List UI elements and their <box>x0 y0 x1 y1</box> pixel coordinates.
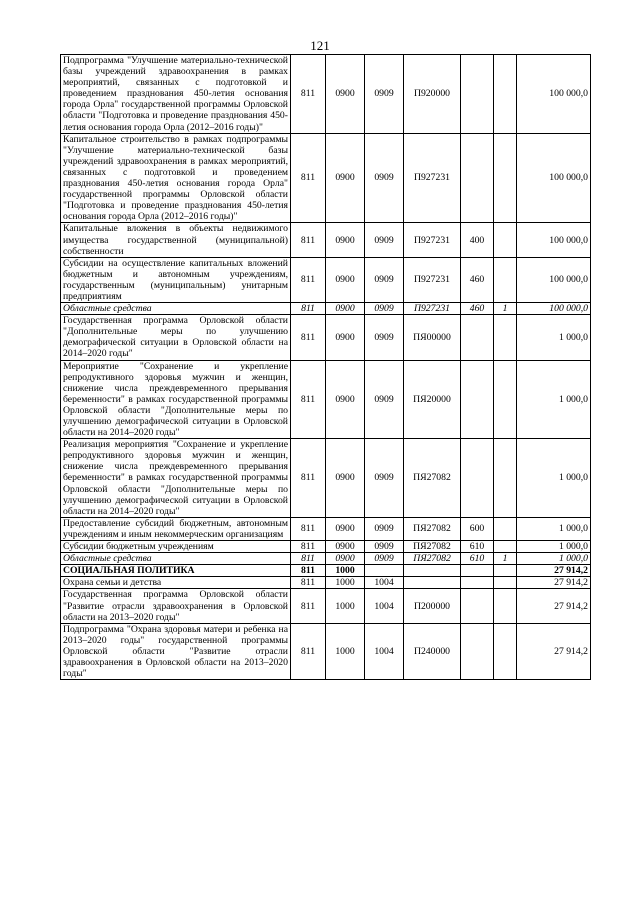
section-code: 1000 <box>326 623 365 679</box>
section-code: 0900 <box>326 360 365 439</box>
amount: 100 000,0 <box>517 133 591 223</box>
expense-type-code: 460 <box>461 257 494 302</box>
expense-type-code <box>461 623 494 679</box>
funding-source-code <box>494 565 517 577</box>
subsection-code: 0909 <box>365 541 404 553</box>
subsection-code: 0909 <box>365 223 404 257</box>
table-row <box>61 541 591 553</box>
amount: 27 914,2 <box>517 589 591 623</box>
ministry-code: 811 <box>291 439 326 518</box>
expense-type-code: 610 <box>461 553 494 565</box>
expense-type-code: 400 <box>461 223 494 257</box>
table-row <box>61 360 591 439</box>
section-code: 0900 <box>326 315 365 360</box>
subsection-code: 1004 <box>365 623 404 679</box>
funding-source-code <box>494 133 517 223</box>
ministry-code: 811 <box>291 303 326 315</box>
target-article-code: П927231 <box>404 133 461 223</box>
subsection-code: 0909 <box>365 315 404 360</box>
page-number: 121 <box>310 38 330 53</box>
funding-source-code <box>494 541 517 553</box>
amount: 100 000,0 <box>517 257 591 302</box>
amount: 100 000,0 <box>517 55 591 134</box>
funding-source-code: 1 <box>494 553 517 565</box>
amount: 27 914,2 <box>517 577 591 589</box>
target-article-code: П927231 <box>404 303 461 315</box>
funding-source-code: 1 <box>494 303 517 315</box>
funding-source-code <box>494 623 517 679</box>
subsection-code: 0909 <box>365 257 404 302</box>
section-code: 0900 <box>326 55 365 134</box>
ministry-code: 811 <box>291 360 326 439</box>
amount: 100 000,0 <box>517 303 591 315</box>
table-row <box>61 577 591 589</box>
ministry-code: 811 <box>291 223 326 257</box>
funding-source-code <box>494 439 517 518</box>
ministry-code: 811 <box>291 257 326 302</box>
target-article-code <box>404 577 461 589</box>
row-name: Мероприятие "Сохранение и укрепление репродуктивного здоровья мужчин и женщин, снижение числа преждевременного прерывания беременности" в рамках государственной программы Орловской области "Дополнительные меры по улучшению демографической ситуации в Орловской области на 2014–2020 годы" <box>61 360 291 439</box>
row-name: Подпрограмма "Улучшение материально-технической базы учреждений здравоохранения в рамках мероприятий, связанных с подготовкой и проведением празднования 450-летия основания города Орла" государственной программы Орловской области "Подготовка и проведение празднования 450-летия основания города Орла (2012–2016 годы)" <box>61 55 291 134</box>
funding-source-code <box>494 577 517 589</box>
expense-type-code <box>461 589 494 623</box>
funding-source-code <box>494 223 517 257</box>
row-name: Областные средства <box>61 303 291 315</box>
subsection-code <box>365 565 404 577</box>
row-name: СОЦИАЛЬНАЯ ПОЛИТИКА <box>61 565 291 577</box>
target-article-code <box>404 565 461 577</box>
expense-type-code <box>461 133 494 223</box>
subsection-code: 0909 <box>365 55 404 134</box>
table-row <box>61 517 591 540</box>
section-code: 1000 <box>326 565 365 577</box>
ministry-code: 811 <box>291 133 326 223</box>
target-article-code: П927231 <box>404 223 461 257</box>
subsection-code: 0909 <box>365 303 404 315</box>
section-code: 0900 <box>326 553 365 565</box>
ministry-code: 811 <box>291 589 326 623</box>
row-name: Областные средства <box>61 553 291 565</box>
ministry-code: 811 <box>291 517 326 540</box>
ministry-code: 811 <box>291 55 326 134</box>
ministry-code: 811 <box>291 565 326 577</box>
budget-table <box>60 54 591 680</box>
ministry-code: 811 <box>291 623 326 679</box>
row-name: Охрана семьи и детства <box>61 577 291 589</box>
row-name: Государственная программа Орловской области "Развитие отрасли здравоохранения в Орловской области на 2013–2020 годы" <box>61 589 291 623</box>
subsection-code: 0909 <box>365 133 404 223</box>
amount: 27 914,2 <box>517 565 591 577</box>
amount: 100 000,0 <box>517 223 591 257</box>
table-row <box>61 623 591 679</box>
section-code: 0900 <box>326 223 365 257</box>
amount: 1 000,0 <box>517 360 591 439</box>
section-code: 1000 <box>326 577 365 589</box>
table-row <box>61 303 591 315</box>
section-code: 0900 <box>326 303 365 315</box>
table-body <box>61 55 591 680</box>
row-name: Капитальное строительство в рамках подпрограммы "Улучшение материально-технической базы учреждений здравоохранения в рамках мероприятий, связанных с подготовкой и проведением празднования 450-летия основания города Орла" государственной программы Орловской области "Подготовка и проведение празднования 450-летия основания города Орла (2012–2016 годы)" <box>61 133 291 223</box>
target-article-code: ПЯ00000 <box>404 315 461 360</box>
ministry-code: 811 <box>291 553 326 565</box>
target-article-code: ПЯ27082 <box>404 439 461 518</box>
expense-type-code <box>461 360 494 439</box>
target-article-code: П927231 <box>404 257 461 302</box>
subsection-code: 1004 <box>365 577 404 589</box>
target-article-code: ПЯ27082 <box>404 541 461 553</box>
ministry-code: 811 <box>291 541 326 553</box>
expense-type-code <box>461 315 494 360</box>
funding-source-code <box>494 55 517 134</box>
amount: 27 914,2 <box>517 623 591 679</box>
target-article-code: ПЯ27082 <box>404 553 461 565</box>
ministry-code: 811 <box>291 315 326 360</box>
amount: 1 000,0 <box>517 553 591 565</box>
table-row <box>61 439 591 518</box>
section-code: 1000 <box>326 589 365 623</box>
row-name: Субсидии на осуществление капитальных вложений бюджетным и автономным учреждениям, государственным (муниципальным) унитарным предприятиям <box>61 257 291 302</box>
row-name: Субсидии бюджетным учреждениям <box>61 541 291 553</box>
row-name: Предоставление субсидий бюджетным, автономным учреждениям и иным некоммерческим организациям <box>61 517 291 540</box>
section-code: 0900 <box>326 257 365 302</box>
section-code: 0900 <box>326 517 365 540</box>
amount: 1 000,0 <box>517 517 591 540</box>
amount: 1 000,0 <box>517 315 591 360</box>
table-row <box>61 133 591 223</box>
table-row <box>61 565 591 577</box>
subsection-code: 0909 <box>365 360 404 439</box>
amount: 1 000,0 <box>517 439 591 518</box>
subsection-code: 0909 <box>365 439 404 518</box>
target-article-code: ПЯ27082 <box>404 517 461 540</box>
expense-type-code: 460 <box>461 303 494 315</box>
target-article-code: П920000 <box>404 55 461 134</box>
subsection-code: 0909 <box>365 517 404 540</box>
expense-type-code <box>461 565 494 577</box>
ministry-code: 811 <box>291 577 326 589</box>
expense-type-code: 600 <box>461 517 494 540</box>
table-row <box>61 589 591 623</box>
expense-type-code <box>461 439 494 518</box>
section-code: 0900 <box>326 133 365 223</box>
subsection-code: 1004 <box>365 589 404 623</box>
funding-source-code <box>494 315 517 360</box>
funding-source-code <box>494 360 517 439</box>
subsection-code: 0909 <box>365 553 404 565</box>
expense-type-code <box>461 577 494 589</box>
table-row <box>61 55 591 134</box>
table-row <box>61 223 591 257</box>
target-article-code: П200000 <box>404 589 461 623</box>
section-code: 0900 <box>326 439 365 518</box>
row-name: Государственная программа Орловской области "Дополнительные меры по улучшению демографической ситуации в Орловской области на 2014–2020 годы" <box>61 315 291 360</box>
table-row <box>61 257 591 302</box>
funding-source-code <box>494 517 517 540</box>
section-code: 0900 <box>326 541 365 553</box>
expense-type-code <box>461 55 494 134</box>
target-article-code: П240000 <box>404 623 461 679</box>
table-row <box>61 315 591 360</box>
row-name: Капитальные вложения в объекты недвижимого имущества государственной (муниципальной) собственности <box>61 223 291 257</box>
funding-source-code <box>494 257 517 302</box>
row-name: Подпрограмма "Охрана здоровья матери и ребенка на 2013–2020 годы" государственной программы Орловской области "Развитие отрасли здравоохранения в Орловской области на 2013–2020 годы" <box>61 623 291 679</box>
target-article-code: ПЯ20000 <box>404 360 461 439</box>
funding-source-code <box>494 589 517 623</box>
expense-type-code: 610 <box>461 541 494 553</box>
row-name: Реализация мероприятия "Сохранение и укрепление репродуктивного здоровья мужчин и женщин, снижение числа преждевременного прерывания беременности" в рамках государственной программы Орловской области "Дополнительные меры по улучшению демографической ситуации в Орловской области на 2014–2020 годы" <box>61 439 291 518</box>
table-row <box>61 553 591 565</box>
amount: 1 000,0 <box>517 541 591 553</box>
